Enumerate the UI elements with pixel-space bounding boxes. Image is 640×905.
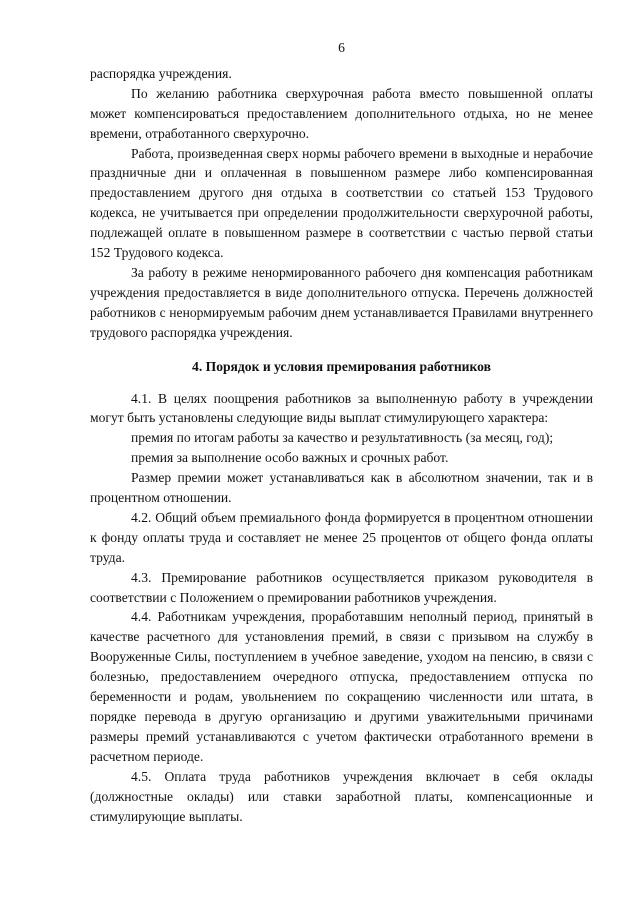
list-item-bonus-results: премия по итогам работы за качество и результативность (за месяц, год); [131, 430, 554, 446]
clause-4-3: 4.3. Премирование работников осуществляется приказом руководителя в соответствии с Положением о премировании работников учреждения. [90, 569, 593, 605]
list-item-bonus-urgent: премия за выполнение особо важных и срочных работ. [131, 450, 449, 466]
paragraph-irregular-hours: За работу в режиме ненормированного рабочего дня компенсация работникам учреждения предоставляется в виде дополнительного отпуска. Перечень должностей работников с ненормируемым рабочим днем устанавливается Правилами внутреннего трудового распорядка учреждения. [90, 264, 593, 340]
page-number: 6 [338, 40, 345, 55]
clause-4-5: 4.5. Оплата труда работников учреждения включает в себя оклады (должностные оклады) или ставки заработной платы, компенсационные и стимулирующие выплаты. [90, 768, 593, 824]
paragraph-continuation: распорядка учреждения. [90, 65, 232, 81]
paragraph-bonus-size: Размер премии может устанавливаться как в абсолютном значении, так и в процентном отношении. [90, 470, 593, 506]
section-heading: 4. Порядок и условия премирования работников [192, 358, 491, 374]
clause-4-4: 4.4. Работникам учреждения, проработавшим неполный период, принятый в качестве расчетного для установления премий, в связи с призывом на службу в Вооруженные Силы, поступлением в учебное заведение, уходом на пенсию, в связи с болезнью, предоставлением очередного отпуска, предоставлением отпуска по беременности и родам, увольнением по сокращению численности или штата, в порядке перевода в другую организацию и другими уважительными причинами размеры премий устанавливаются с учетом фактически отработанного времени в расчетном периоде. [90, 609, 593, 764]
paragraph-overtime-compensation: По желанию работника сверхурочная работа вместо повышенной оплаты может компенсироваться предоставлением дополнительного отдыха, но не менее времени, отработанного сверхурочно. [90, 85, 593, 141]
paragraph-holiday-work: Работа, произведенная сверх нормы рабочего времени в выходные и нерабочие праздничные дни и оплаченная в повышенном размере либо компенсированная предоставлением другого дня отдыха в соответствии со статьей 153 Трудового кодекса, не учитывается при определении продолжительности сверхурочной работы, подлежащей оплате в повышенном размере в соответствии с частью первой статьи 152 Трудового кодекса. [90, 145, 593, 261]
clause-4-1: 4.1. В целях поощрения работников за выполненную работу в учреждении могут быть установлены следующие виды выплат стимулирующего характера: [90, 390, 593, 426]
clause-4-2: 4.2. Общий объем премиального фонда формируется в процентном отношении к фонду оплаты труда и составляет не менее 25 процентов от общего фонда оплаты труда. [90, 509, 593, 565]
